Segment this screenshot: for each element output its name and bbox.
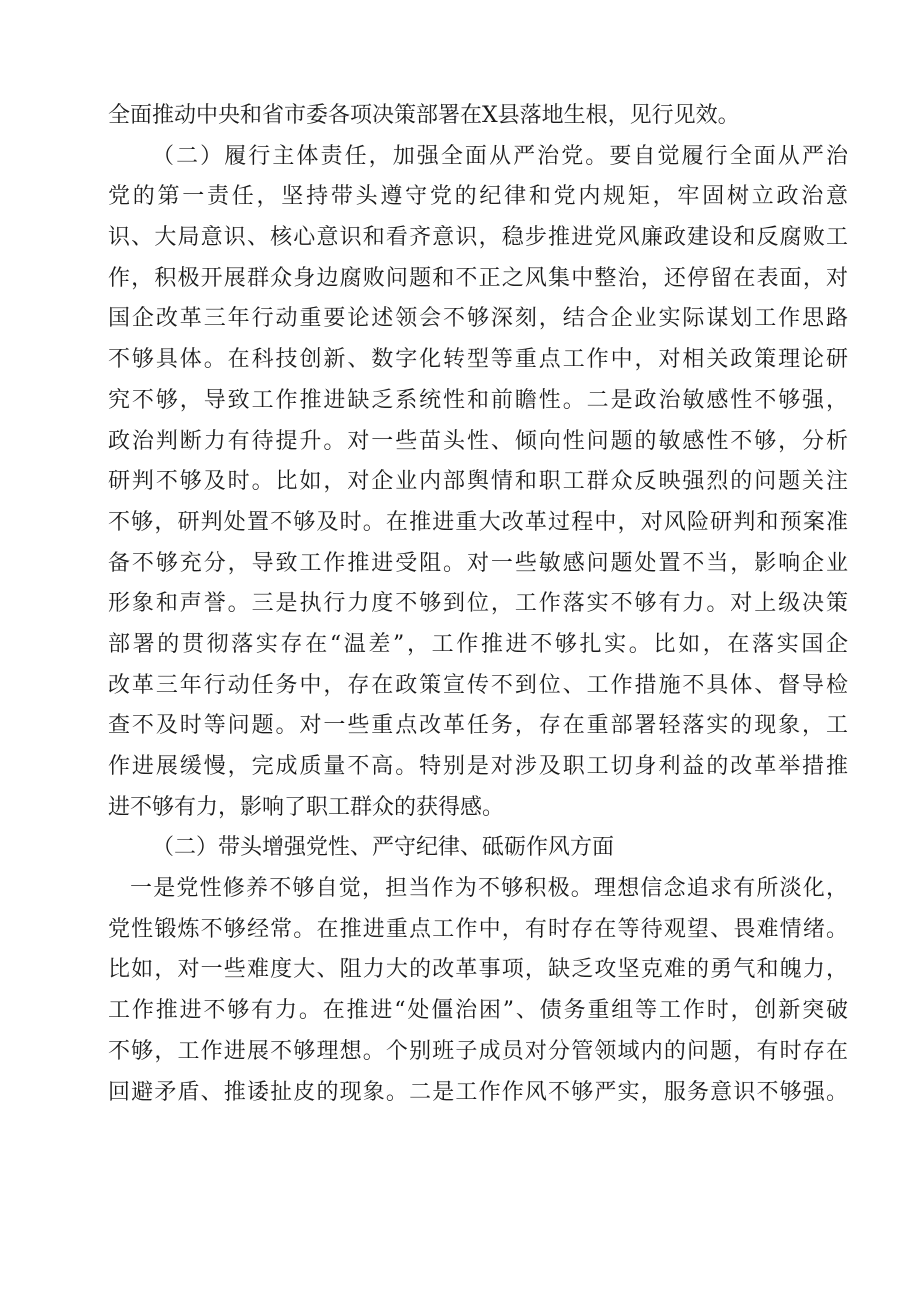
paragraph-line: 形象和声誉。三是执行力度不够到位，工作落实不够有力。对上级决策 [108, 591, 848, 617]
paragraph-line: 回避矛盾、推诿扯皮的现象。二是工作作风不够严实，服务意识不够强。 [108, 1079, 848, 1105]
paragraph-line: 改革三年行动任务中，存在政策宣传不到位、工作措施不具体、督导检 [108, 672, 848, 698]
paragraph-line: 全面推动中央和省市委各项决策部署在X县落地生根，见行见效。 [108, 103, 740, 128]
paragraph-line: 国企改革三年行动重要论述领会不够深刻，结合企业实际谋划工作思路 [108, 306, 848, 332]
paragraph-line: 识、大局意识、核心意识和看齐意识，稳步推进党风廉政建设和反腐败工 [108, 225, 848, 251]
paragraph-line: 作，积极开展群众身边腐败问题和不正之风集中整治，还停留在表面，对 [108, 265, 848, 291]
section-heading: （二）带头增强党性、严守纪律、砥砺作风方面 [152, 835, 615, 861]
paragraph-line: 党性锻炼不够经常。在推进重点工作中，有时存在等待观望、畏难情绪。 [108, 916, 848, 942]
document-body [108, 96, 848, 1113]
paragraph-line: 政治判断力有待提升。对一些苗头性、倾向性问题的敏感性不够，分析 [108, 428, 848, 454]
paragraph-line: 查不及时等问题。对一些重点改革任务，存在重部署轻落实的现象，工 [108, 713, 848, 739]
paragraph-line: 党的第一责任，坚持带头遵守党的纪律和党内规矩，牢固树立政治意 [108, 184, 848, 210]
paragraph-line: 作进展缓慢，完成质量不高。特别是对涉及职工切身利益的改革举措推 [108, 754, 848, 779]
paragraph-line: 进不够有力，影响了职工群众的获得感。 [108, 794, 505, 820]
paragraph-line: 不够具体。在科技创新、数字化转型等重点工作中，对相关政策理论研 [108, 347, 848, 373]
paragraph-line: 部署的贯彻落实存在“温差”，工作推进不够扎实。比如，在落实国企 [108, 631, 848, 657]
paragraph-line: 研判不够及时。比如，对企业内部舆情和职工群众反映强烈的问题关注 [108, 469, 848, 495]
paragraph-line: （二）履行主体责任，加强全面从严治党。要自觉履行全面从严治 [152, 143, 848, 169]
paragraph-line: 究不够，导致工作推进缺乏系统性和前瞻性。二是政治敏感性不够强， [108, 387, 848, 413]
paragraph-line: 备不够充分，导致工作推进受阻。对一些敏感问题处置不当，影响企业 [108, 550, 848, 576]
paragraph-line: 不够，工作进展不够理想。个别班子成员对分管领域内的问题，有时存在 [108, 1038, 848, 1064]
paragraph-line: 工作推进不够有力。在推进“处僵治困”、债务重组等工作时，创新突破 [108, 998, 848, 1024]
paragraph-line: 一是党性修养不够自觉，担当作为不够积极。理想信念追求有所淡化， [130, 876, 848, 902]
paragraph-line: 比如，对一些难度大、阻力大的改革事项，缺乏攻坚克难的勇气和魄力， [108, 957, 848, 983]
paragraph-line: 不够，研判处置不够及时。在推进重大改革过程中，对风险研判和预案准 [108, 509, 848, 535]
